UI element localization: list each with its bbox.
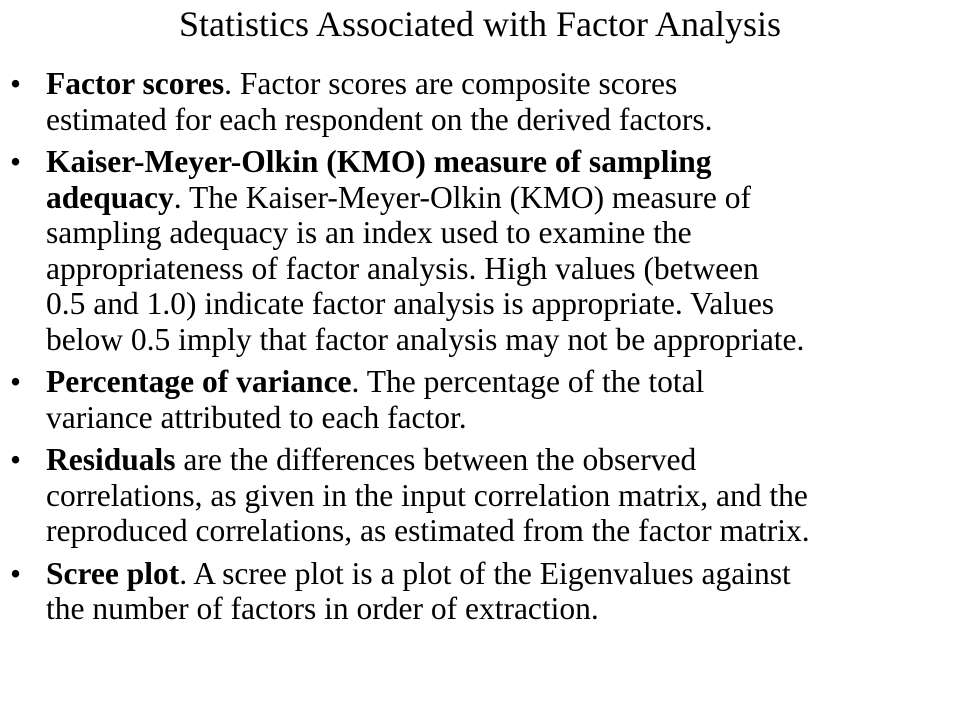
bullet-line	[46, 66, 954, 102]
bullet-line	[46, 442, 954, 478]
bullet-item	[0, 556, 960, 627]
bullet-text: variance attributed to each factor.	[46, 399, 467, 435]
bullet-term: Percentage of variance	[46, 364, 352, 399]
bullet-term: Residuals	[46, 442, 176, 477]
bullet-line	[46, 478, 954, 514]
bullet-text: . A scree plot is a plot of the Eigenvalues against	[179, 555, 791, 591]
bullet-line	[46, 364, 954, 400]
bullet-text: sampling adequacy is an index used to examine the	[46, 215, 692, 250]
bullet-term: Kaiser-Meyer-Olkin (KMO) measure of sampling	[46, 144, 712, 179]
bullet-item	[0, 442, 960, 549]
bullet-item	[0, 144, 960, 357]
bullet-item	[0, 66, 960, 137]
bullet-marker-icon: •	[10, 144, 22, 179]
bullet-term: Factor scores	[46, 66, 225, 101]
slide-title: Statistics Associated with Factor Analysis	[179, 4, 781, 44]
bullet-term: Scree plot	[46, 555, 180, 591]
bullet-line	[46, 144, 954, 180]
bullet-line	[46, 400, 954, 436]
bullet-item	[0, 364, 960, 435]
bullet-text: appropriateness of factor analysis. High values (between	[46, 250, 759, 286]
bullet-line	[46, 591, 954, 627]
bullet-term: adequacy	[46, 179, 174, 215]
bullet-marker-icon: •	[10, 364, 22, 399]
bullet-text: are the differences between the observed	[175, 442, 697, 477]
bullet-line	[46, 251, 954, 287]
bullet-line	[46, 180, 954, 216]
bullet-text: below 0.5 imply that factor analysis may not be appropriate.	[46, 321, 805, 357]
bullet-text: 0.5 and 1.0) indicate factor analysis is appropriate. Values	[46, 286, 775, 321]
bullet-list	[0, 66, 960, 634]
bullet-text: . The Kaiser-Meyer-Olkin (KMO) measure of	[173, 179, 751, 215]
bullet-line	[46, 322, 954, 358]
bullet-marker-icon: •	[10, 555, 22, 591]
bullet-text: . Factor scores are composite scores	[224, 66, 678, 101]
bullet-text: correlations, as given in the input correlation matrix, and the	[46, 477, 808, 513]
bullet-text: reproduced correlations, as estimated from the factor matrix.	[46, 513, 810, 548]
bullet-line	[46, 215, 954, 251]
bullet-marker-icon: •	[10, 66, 22, 101]
bullet-line	[46, 286, 954, 322]
bullet-line	[46, 513, 954, 549]
bullet-marker-icon: •	[10, 442, 22, 477]
bullet-text: the number of factors in order of extraction.	[46, 591, 599, 626]
bullet-line	[46, 102, 954, 138]
bullet-line	[46, 556, 954, 592]
bullet-text: . The percentage of the total	[351, 364, 705, 399]
bullet-text: estimated for each respondent on the derived factors.	[46, 101, 713, 137]
